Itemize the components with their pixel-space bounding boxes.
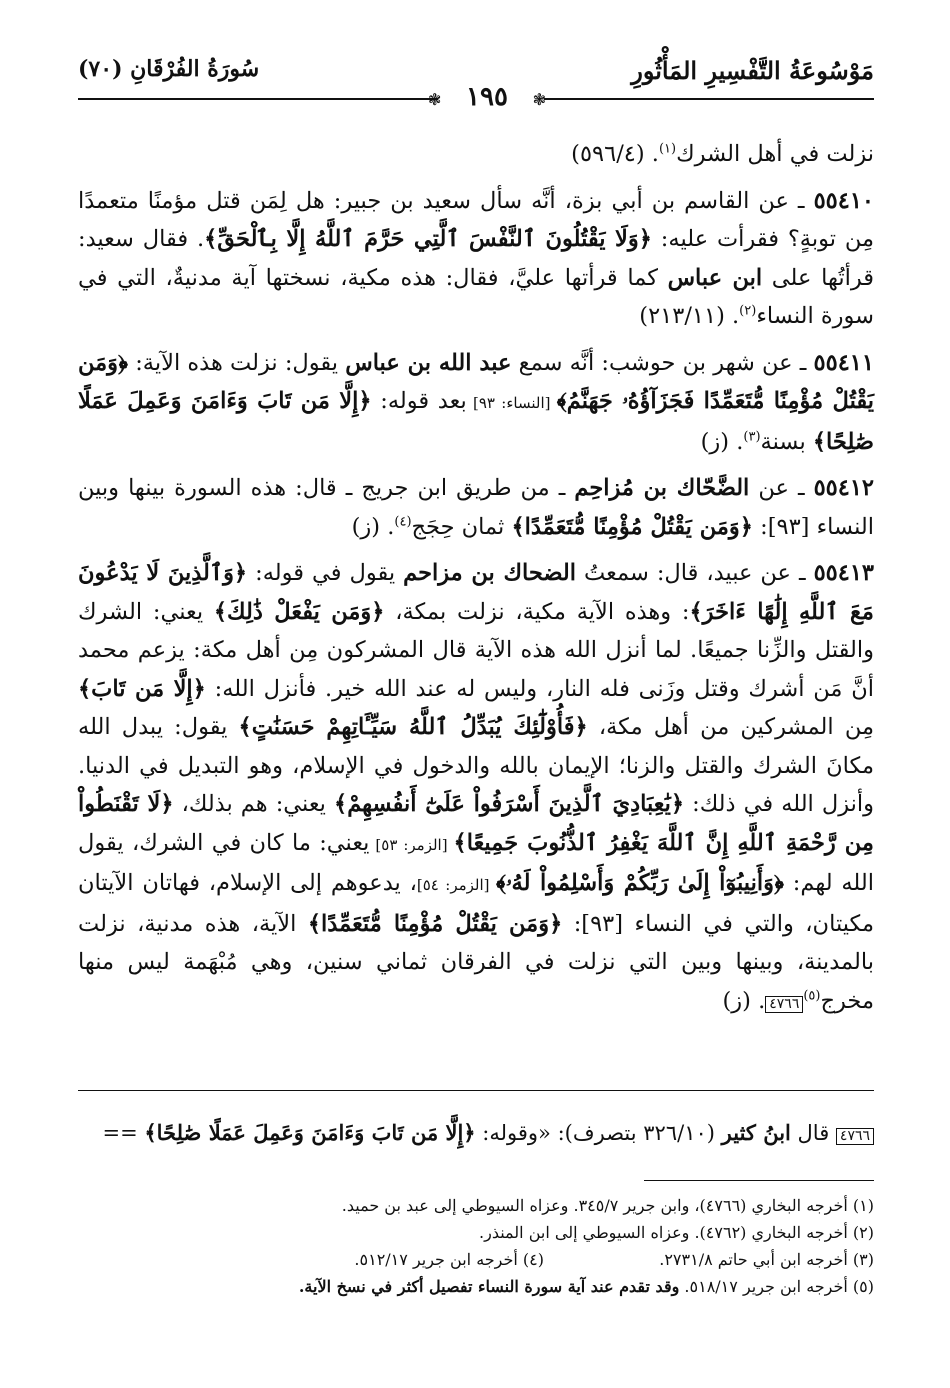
source-ref: . (ز) xyxy=(351,513,395,540)
footnote-marker: (٥) xyxy=(803,988,821,1003)
source-ref: . (ز) xyxy=(700,428,744,455)
text: يعني: ما كان في الشرك، يقول الله لهم: xyxy=(78,829,874,896)
quran-verse: ﴿فَأُوْلَٰٓئِكَ يُبَدِّلُ ٱللَّهُ سَيِّـَٔاتِهِمْ حَسَنَٰتٍ﴾ xyxy=(238,714,588,740)
narrator-name: الضَّحّاك بن مُزاحِم xyxy=(574,475,750,501)
text: قال xyxy=(790,1121,836,1145)
text: ـ عن شهر بن حوشب: أنَّه سمع xyxy=(511,349,814,376)
text: يعني: هم بذلك، xyxy=(173,791,335,817)
quran-verse: ﴿إِلَّا مَن تَابَ﴾ xyxy=(78,675,206,702)
narration-number: ٥٥٤١٢ xyxy=(813,475,874,501)
narration-number: ٥٥٤١٣ xyxy=(813,560,874,586)
verse-reference: [الزمر: ٥٤] xyxy=(416,876,496,894)
text: يقول في قوله: xyxy=(247,560,404,586)
quran-verse: ﴿يَٰعِبَادِيَ ٱلَّذِينَ أَسْرَفُواْ عَلَىٰٓ أَنفُسِهِمْ﴾ xyxy=(334,791,685,817)
footnote-marker: (٣) xyxy=(743,429,761,444)
narration-number: ٥٥٤١٠ xyxy=(813,187,874,214)
footnotes xyxy=(78,1192,874,1300)
commentary-separator xyxy=(78,1090,874,1091)
quran-verse: ﴿إِلَّا مَن تَابَ وَءَامَنَ وَعَمِلَ عَمَلًا صَٰلِحًا﴾ xyxy=(144,1120,476,1145)
text: نزلت في أهل الشرك xyxy=(676,141,874,167)
quran-verse: ﴿إِلَّا مَن تَابَ وَءَامَنَ وَعَمِلَ عَمَلًا صَٰلِحًا﴾ xyxy=(78,388,874,455)
paragraph xyxy=(78,135,874,174)
ornament-icon: ❃ xyxy=(428,90,442,109)
footnote-marker: (٢) xyxy=(739,303,757,319)
text: : وهذه الآية مكية، نزلت بمكة، xyxy=(384,598,690,625)
footnote-marker: (٤) xyxy=(394,514,412,529)
text: مِن المشركين من أهل مكة، xyxy=(587,714,875,740)
footnote-4: (٤) أخرجه ابن جرير ٥١٢/١٧. xyxy=(354,1250,544,1269)
narrator-name: عبد الله بن عباس xyxy=(345,349,512,376)
verse-reference: [النساء: ٩٣] xyxy=(466,394,557,412)
text: ـ من طريق ابن جريج ـ قال: هذه السورة بينها وبين النساء [٩٣]: xyxy=(78,475,874,540)
footnote-row xyxy=(78,1246,874,1273)
narration-number: ٥٥٤١١ xyxy=(813,349,874,376)
footnote-5 xyxy=(78,1273,874,1300)
text: (٣٢٦/١٠ بتصرف): «وقوله: xyxy=(475,1121,722,1145)
narration-55412 xyxy=(78,469,874,546)
source-ref: . (ز) xyxy=(722,987,766,1014)
quran-verse: ﴿وَٱلَّذِينَ لَا يَدْعُونَ مَعَ ٱللَّهِ إِلَٰهًا ءَاخَرَ﴾ xyxy=(78,560,874,625)
ornament-icon: ❃ xyxy=(532,90,546,109)
footnote-5-note: وقد تقدم عند آية سورة النساء تفصيل أكثر في نسخ الآية. xyxy=(298,1277,680,1296)
page-number: ١٩٥ xyxy=(466,82,508,112)
source-ref: . (٢١٣/١١) xyxy=(639,303,740,329)
quran-verse: ﴿وَمَن يَقْتُلْ مُؤْمِنًا مُّتَعَمِّدًا﴾ xyxy=(511,513,753,540)
text: ـ عن xyxy=(749,475,814,501)
text: كما قرأتها عليَّ، فقال: هذه مكية، نسختها آية مدنيةٌ، التي في سورة النساء xyxy=(78,264,874,329)
text: ـ عن عبيد، قال: سمعتُ xyxy=(576,560,814,586)
narration-55410 xyxy=(78,182,874,336)
text: يعني: الشرك والقتل والزِّنا جميعًا. لما أنزل الله هذه الآية قال المشركون مِن أهل مكة: يزعم محمد أنَّ مَن أشرك وقتل وزَنى فله النار، وليس له عند الله خير. فأنزل الله: xyxy=(78,598,874,702)
narration-55411 xyxy=(78,344,874,462)
continuation-mark: == xyxy=(102,1121,145,1145)
book-title: مَوْسُوعَةُ التَّفْسِيرِ المَأْثُورِ xyxy=(631,56,874,85)
scholar-name: ابنُ كثير xyxy=(721,1120,791,1145)
narrator-name: الضحاك بن مزاحم xyxy=(403,560,577,586)
text: الآية، هذه مدنية، نزلت بالمدينة، وبينها وبين التي نزلت في الفرقان ثماني سنين، وهي مُبْهَمة ليس منها مخرج xyxy=(78,910,874,1014)
source-ref: . (٥٩٦/٤) xyxy=(571,141,659,167)
narration-55413 xyxy=(78,554,874,1020)
quran-verse: ﴿لَا تَقْنَطُواْ مِن رَّحْمَةِ ٱللَّهِ إِنَّ ٱللَّهَ يَغْفِرُ ٱلذُّنُوبَ جَمِيعًا﴾ xyxy=(78,791,874,856)
text: ، يدعوهم إلى الإسلام، فهاتان الآيتان مكيتان، والتي في النساء [٩٣]: xyxy=(78,870,874,937)
text: بعد قوله: xyxy=(371,388,467,414)
quran-verse: ﴿وَمَن يَفْعَلْ ذَٰلِكَ﴾ xyxy=(213,598,385,625)
text: . فقال سعيد: قرأتُها على xyxy=(78,226,875,291)
header-rule-left xyxy=(78,98,438,100)
footnote-2: (٢) أخرجه البخاري (٤٧٦٢). وعزاه السيوطي إلى ابن المنذر. xyxy=(479,1223,874,1242)
commentary-ref-box: ٤٧٦٦ xyxy=(836,1128,874,1145)
text: ـ عن القاسم بن أبي بزة، أنَّه سأل سعيد بن جبير: هل لِمَن قتل مؤمنًا متعمدًا مِن توبةٍ؟ فقرأت عليه: xyxy=(78,187,875,252)
header-rule-right xyxy=(544,98,874,100)
footnote-3: (٣) أخرجه ابن أبي حاتم ٢٧٣١/٨. xyxy=(659,1250,874,1269)
text: يقول: نزلت هذه الآية: xyxy=(128,349,346,376)
footnote-5-source: (٥) أخرجه ابن جرير ٥١٨/١٧. xyxy=(679,1277,874,1296)
footnote-marker: (١) xyxy=(658,141,677,157)
narrator-name: ابن عباس xyxy=(667,264,763,291)
quran-verse: ﴿وَلَا يَقْتُلُونَ ٱلنَّفْسَ ٱلَّتِي حَرَّمَ ٱللَّهُ إِلَّا بِٱلْحَقِّ﴾ xyxy=(204,226,652,252)
quran-verse: ﴿وَمَن يَقْتُلْ مُؤْمِنًا مُّتَعَمِّدًا﴾ xyxy=(307,910,563,937)
verse-reference: [الزمر: ٥٣] xyxy=(369,835,454,854)
quran-verse: ﴿وَمَن يَقْتُلْ مُؤْمِنًا مُّتَعَمِّدًا فَجَزَآؤُهُۥ جَهَنَّمُ﴾ xyxy=(78,349,874,414)
text: ثمان حِجَج xyxy=(411,513,512,540)
commentary-ref-box: ٤٧٦٦ xyxy=(765,996,803,1013)
footnote-rule xyxy=(644,1180,874,1181)
footnote-1: (١) أخرجه البخاري (٤٧٦٦)، وابن جرير ٣٤٥/٧. وعزاه السيوطي إلى عبد بن حميد. xyxy=(341,1196,874,1215)
quran-verse: ﴿وَأَنِيبُوٓاْ إِلَىٰ رَبِّكُمْ وَأَسْلِمُواْ لَهُۥ﴾ xyxy=(495,870,784,896)
surah-title: سُورَةُ الفُرْقَانِ (٧٠) xyxy=(78,56,260,82)
text: يقول: يبدل الله مكانَ الشرك والقتل والزنا؛ الإيمان بالله والدخول في الإسلام، وهو التبديل في الدنيا. وأنزل الله في ذلك: xyxy=(78,714,875,817)
text: بسنة xyxy=(760,428,813,455)
commentary xyxy=(78,1115,874,1151)
main-text xyxy=(78,135,874,1028)
